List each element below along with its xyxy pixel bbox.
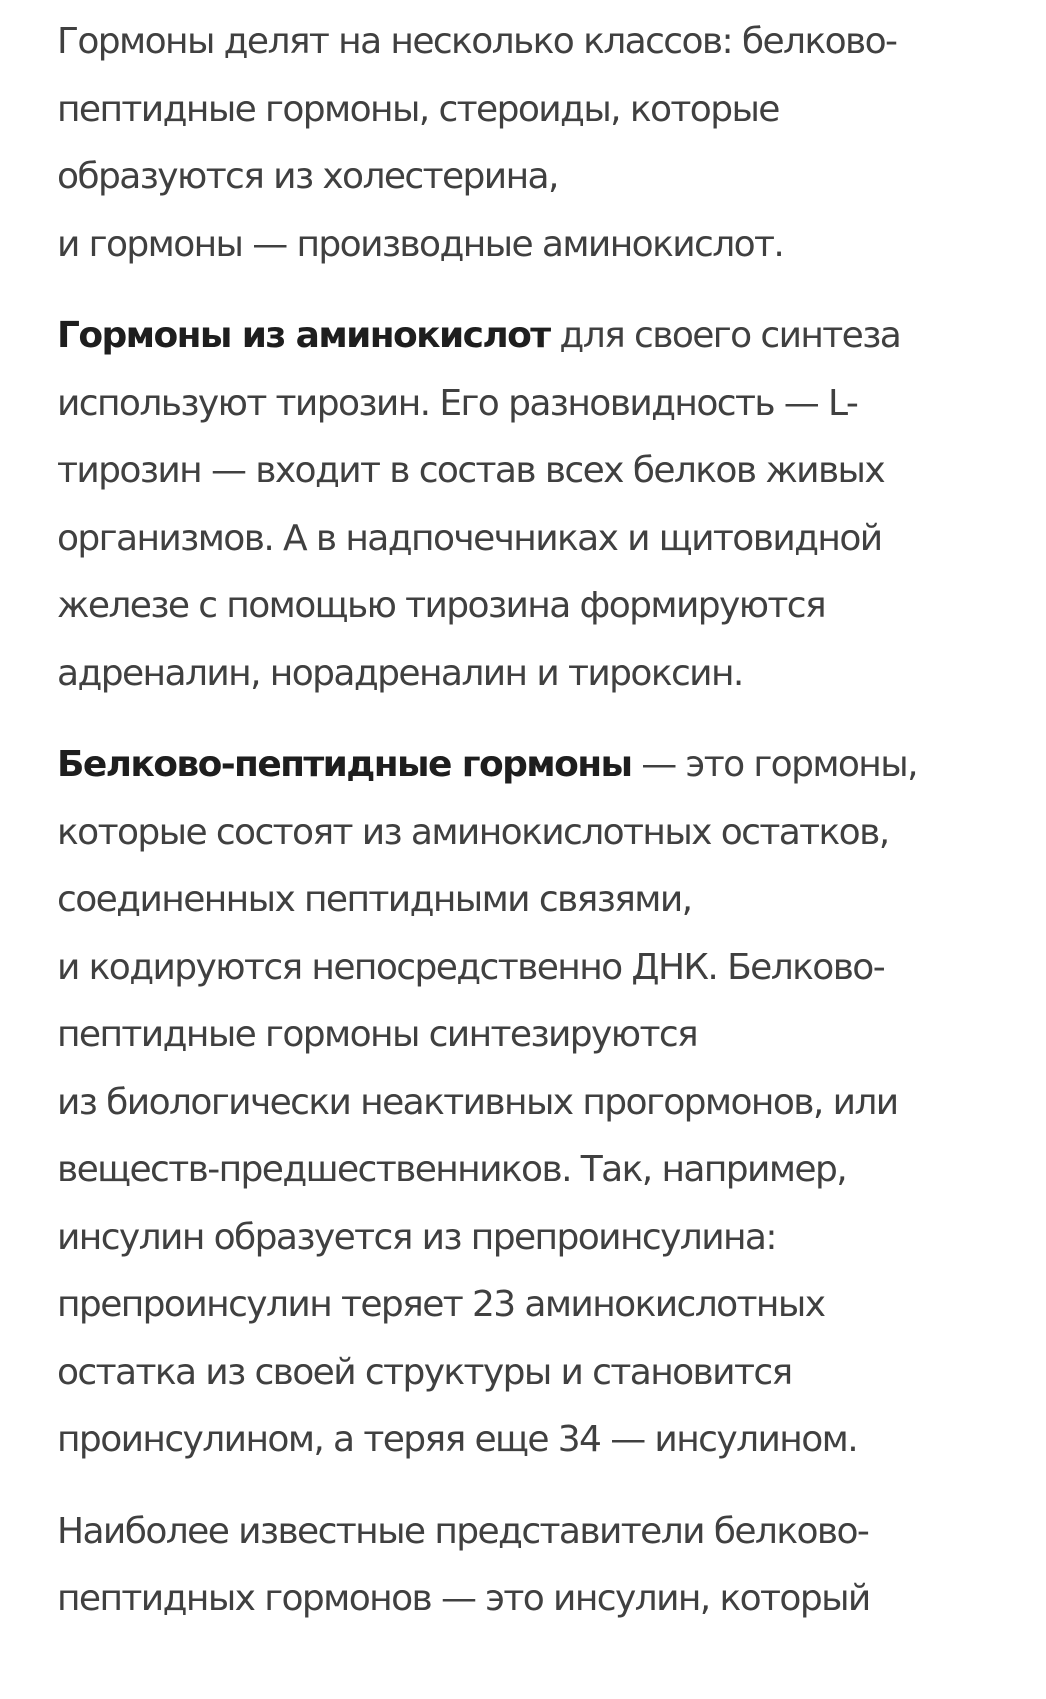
text-line: инсулин образуется из препроинсулина: <box>57 1216 776 1258</box>
text-line: остатка из своей структуры и становится <box>57 1351 792 1393</box>
bold-lead-term: Белково-пептидные гормоны <box>57 744 632 785</box>
text-span: — это гормоны, <box>631 744 917 785</box>
text-line: пептидных гормонов — это инсулин, который <box>57 1578 870 1619</box>
text-line: пептидные гормоны, стероиды, которые <box>57 88 779 130</box>
text-line: которые состоят из аминокислотных остатков, <box>57 811 889 853</box>
text-line: Наиболее известные представители белково- <box>57 1510 869 1552</box>
text-line: веществ-предшественников. Так, например, <box>57 1149 847 1190</box>
text-span: для своего синтеза <box>549 315 901 356</box>
paragraph-known-representatives <box>57 1498 1037 1633</box>
text-line: адреналин, норадреналин и тироксин. <box>57 652 743 694</box>
text-line: тирозин — входит в состав всех белков живых <box>57 450 885 491</box>
text-line: организмов. А в надпочечниках и щитовидной <box>57 517 882 559</box>
text-line: препроинсулин теряет 23 аминокислотных <box>57 1284 825 1325</box>
text-line: железе с помощью тирозина формируются <box>57 585 826 626</box>
text-line: соединенных пептидными связями, <box>57 879 692 920</box>
text-line <box>57 302 1037 370</box>
text-line: проинсулином, а теряя еще 34 — инсулином. <box>57 1419 858 1460</box>
paragraph-protein-peptide-hormones <box>57 731 1037 1474</box>
text-line: Гормоны делят на несколько классов: белково- <box>57 21 897 62</box>
text-line: и кодируются непосредственно ДНК. Белково- <box>57 946 885 988</box>
text-line <box>57 731 1037 799</box>
article-body <box>57 8 1037 1657</box>
text-line: и гормоны — производные аминокислот. <box>57 223 784 265</box>
text-line: образуются из холестерина, <box>57 156 558 197</box>
text-line: из биологически неактивных прогормонов, или <box>57 1081 898 1123</box>
bold-lead-term: Гормоны из аминокислот <box>57 315 550 356</box>
paragraph-hormone-classes <box>57 8 1037 278</box>
text-line: пептидные гормоны синтезируются <box>57 1014 698 1055</box>
text-line: используют тирозин. Его разновидность — L- <box>57 382 858 424</box>
paragraph-amino-acid-hormones <box>57 302 1037 707</box>
